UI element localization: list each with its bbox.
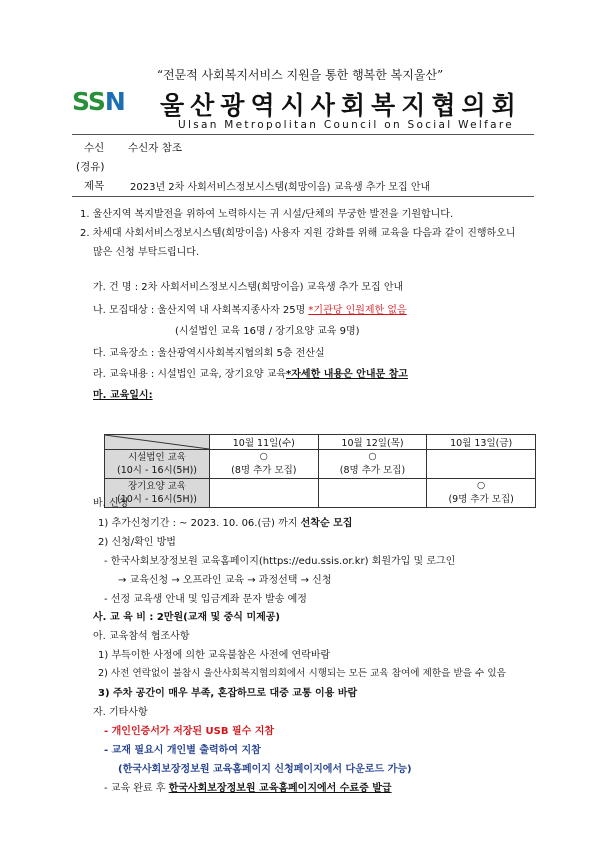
note-1: 1) 부득이한 사정에 의한 교육불참은 사전에 연락바람 [98, 650, 331, 661]
apply-method: 2) 신청/확인 방법 [98, 537, 176, 548]
subject-divider [72, 196, 534, 197]
item-na-note: *기관당 인원제한 없음 [308, 305, 407, 316]
apply-method-a: - 한국사회보장정보원 교육홈페이지(https://edu.ssis.or.kr) 회원가입 및 로그인 [104, 556, 456, 567]
recipient-value: 수신자 참조 [128, 142, 183, 154]
item-ma: 마. 교육일시: [93, 390, 153, 401]
subject-value: 2023년 2차 사회서비스정보시스템(희망이음) 교육생 추가 모집 안내 [130, 182, 431, 193]
slogan: “전문적 사회복지서비스 지원을 통한 행복한 복지울산” [156, 68, 444, 82]
apply-period-text: 1) 추가신청기간 : ~ 2023. 10. 06.(금) 까지 [98, 518, 301, 529]
misc-3: (한국사회보장정보원 교육홈페이지 신청페이지에서 다운로드 가능) [118, 764, 412, 775]
schedule-cell [210, 479, 319, 508]
date-header: 10월 11일(수) [210, 435, 319, 450]
date-header: 10월 13일(금) [427, 435, 536, 450]
cell-note: (9명 추가 모집) [448, 494, 514, 505]
ssn-logo: SSN [72, 87, 125, 116]
apply-period-note: 선착순 모집 [300, 518, 353, 529]
subject-label: 제목 [84, 180, 105, 192]
row-time: (10시 - 16시(5H)) [116, 465, 197, 476]
item-sa: 사. 교 육 비 : 2만원(교재 및 중식 미제공) [93, 612, 280, 623]
schedule-cell [427, 479, 536, 508]
header-divider [72, 134, 534, 135]
paragraph-2b: 많은 신청 부탁드립니다. [93, 247, 200, 258]
misc-4-text: - 교육 완료 후 [104, 783, 169, 794]
apply-period [98, 514, 352, 529]
misc-1: - 개인인증서가 저장된 USB 필수 지참 [104, 726, 275, 737]
row-name: 시설법인 교육 [127, 452, 187, 463]
schedule-cell [318, 479, 427, 508]
via-label: (경유) [76, 161, 105, 173]
row-label [105, 450, 210, 479]
note-3: 3) 주차 공간이 매우 부족, 혼잡하므로 대중 교통 이용 바람 [98, 688, 358, 699]
schedule-cell [318, 450, 427, 479]
schedule-table [104, 434, 536, 508]
cell-note: (8명 추가 모집) [231, 465, 297, 476]
schedule-cell [210, 450, 319, 479]
item-ra [93, 365, 408, 380]
item-na [93, 301, 407, 316]
item-na-text: 나. 모집대상 : 울산지역 내 사회복지종사자 25명 [93, 305, 309, 316]
table-corner [105, 435, 210, 450]
org-name-en: Ulsan Metropolitan Council on Social Welfare [178, 119, 515, 131]
item-ja: 자. 기타사항 [93, 707, 148, 718]
org-name-ko: 울산광역시사회복지협의회 [160, 91, 522, 120]
item-ga: 가. 건 명 : 2차 사회서비스정보시스템(희망이음) 교육생 추가 모집 안내 [93, 282, 404, 293]
paragraph-2a: 2. 차세대 사회서비스정보시스템(희망이음) 사용자 지원 강화를 위해 교육을 다음과 같이 진행하오니 [80, 228, 516, 239]
cell-mark: ○ [477, 480, 486, 491]
cell-mark: ○ [368, 451, 377, 462]
item-na-detail: (시설법인 교육 16명 / 장기요양 교육 9명) [175, 326, 360, 337]
date-header: 10월 12일(목) [318, 435, 427, 450]
misc-2: - 교재 필요시 개인별 출력하여 지참 [104, 745, 261, 756]
item-ba: 바. 신청 [93, 498, 129, 509]
schedule-cell [427, 450, 536, 479]
note-2: 2) 사전 연락없이 불참시 울산사회복지협의회에서 시행되는 모든 교육 참여에 제한을 받을 수 있음 [98, 668, 506, 679]
item-a: 아. 교육참석 협조사항 [93, 631, 190, 642]
row-time: (10시 - 16시(5H)) [116, 494, 197, 505]
row-name: 장기요양 교육 [127, 481, 187, 492]
cell-mark: ○ [259, 451, 268, 462]
paragraph-1: 1. 울산지역 복지발전을 위하여 노력하시는 귀 시설/단체의 무궁한 발전을 기원합니다. [80, 209, 454, 220]
item-da: 다. 교육장소 : 울산광역시사회복지협의회 5층 전산실 [93, 348, 325, 359]
apply-method-c: - 선정 교육생 안내 및 입금계좌 문자 발송 예정 [104, 594, 307, 605]
recipient-label: 수신 [84, 142, 105, 154]
cell-note: (8명 추가 모집) [339, 465, 406, 476]
item-ra-text: 라. 교육내용 : 시설법인 교육, 장기요양 교육 [93, 369, 287, 380]
apply-method-b: → 교육신청 → 오프라인 교육 → 과정선택 → 신청 [118, 575, 332, 586]
misc-4-note: 한국사회보장정보원 교육홈페이지에서 수료증 발급 [168, 783, 392, 794]
item-ra-note: *자세한 내용은 안내문 참고 [286, 369, 408, 380]
misc-4 [104, 779, 392, 794]
